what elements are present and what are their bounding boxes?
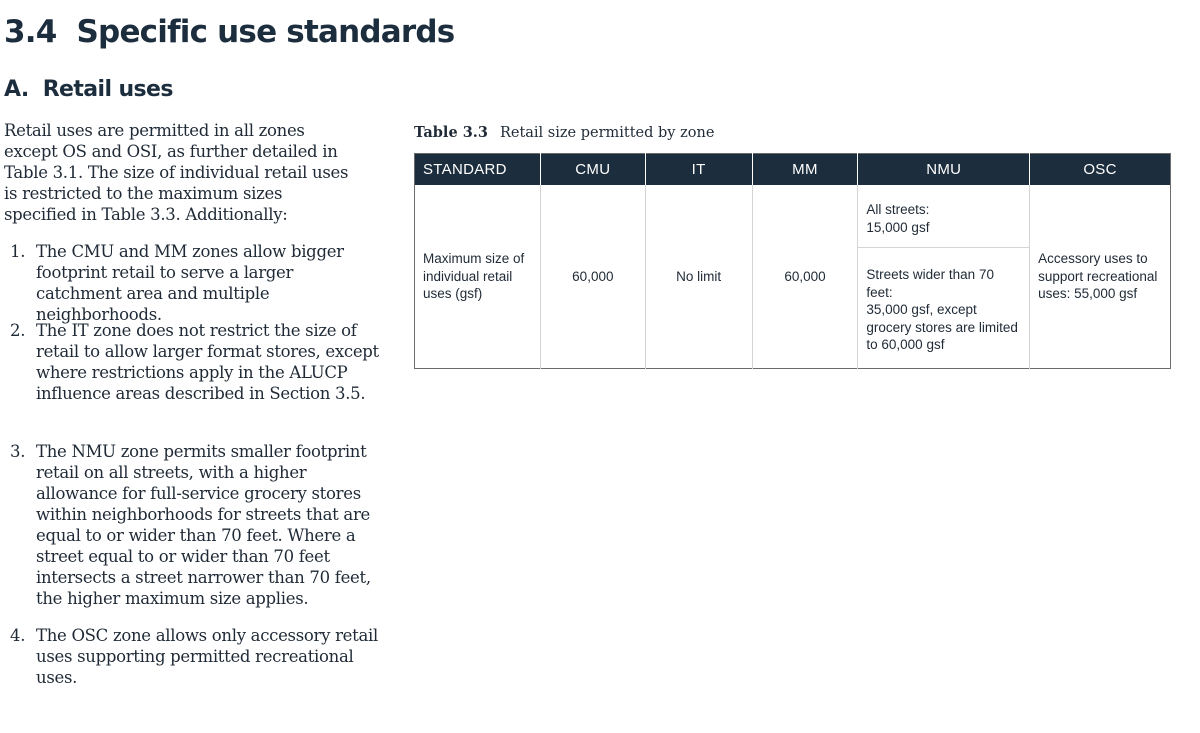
nmu-wide-label: Streets wider than 70 feet: xyxy=(866,267,994,300)
retail-size-table xyxy=(414,153,1171,369)
list-item-3 xyxy=(10,441,381,609)
cell-it: No limit xyxy=(645,185,752,369)
intro-paragraph: Retail uses are permitted in all zones except OS and OSI, as further detailed in Table 3.1. The size of individual retail uses is restricted to the maximum sizes specified in Table 3.3. Additionally: xyxy=(4,121,349,224)
subsection-letter: A. xyxy=(4,77,29,102)
cell-standard: Maximum size of individual retail uses (gsf) xyxy=(423,251,525,302)
section-title-text: Specific use standards xyxy=(76,14,455,50)
header-cmu: CMU xyxy=(540,154,645,186)
list-item-2 xyxy=(10,320,381,404)
list-number: 2. xyxy=(10,321,26,340)
list-item-4 xyxy=(10,625,381,688)
nmu-wide-value: 35,000 gsf, except grocery stores are limited to 60,000 gsf xyxy=(866,302,1018,352)
list-number: 1. xyxy=(10,242,26,261)
section-number: 3.4 xyxy=(4,14,57,50)
list-number: 3. xyxy=(10,442,26,461)
nmu-all-streets-value: 15,000 gsf xyxy=(866,219,930,235)
list-text: The CMU and MM zones allow bigger footprint retail to serve a larger catchment area and multiple neighborhoods. xyxy=(36,242,344,324)
table-caption-number: Table 3.3 xyxy=(414,124,488,141)
cell-mm: 60,000 xyxy=(752,185,858,369)
section-title xyxy=(4,14,454,50)
header-mm: MM xyxy=(752,154,858,186)
cell-nmu-wide-streets xyxy=(858,248,1030,369)
table-caption-title: Retail size permitted by zone xyxy=(499,125,715,141)
table-row xyxy=(415,185,1171,248)
header-standard: STANDARD xyxy=(415,154,541,186)
list-text: The IT zone does not restrict the size of retail to allow larger format stores, except where restrictions apply in the ALUCP influence areas described in Section 3.5. xyxy=(36,321,379,403)
header-osc: OSC xyxy=(1030,154,1171,186)
table-header-row xyxy=(415,154,1171,186)
list-text: The NMU zone permits smaller footprint retail on all streets, with a higher allowance for full-service grocery stores within neighborhoods for streets that are equal to or wider than 70 feet. Where a street equal to or wider than 70 feet intersects a street narrower than 70 feet, the higher maximum size applies. xyxy=(36,442,371,608)
list-text: The OSC zone allows only accessory retail uses supporting permitted recreational uses. xyxy=(36,626,378,687)
cell-osc: Accessory uses to support recreational uses: 55,000 gsf xyxy=(1030,185,1171,369)
nmu-all-streets-label: All streets: xyxy=(866,202,930,217)
header-nmu: NMU xyxy=(858,154,1030,186)
subsection-title-text: Retail uses xyxy=(42,77,173,102)
cell-nmu-all-streets xyxy=(858,185,1030,248)
table-caption xyxy=(414,124,714,141)
list-item-1 xyxy=(10,241,381,325)
list-number: 4. xyxy=(10,626,26,645)
subsection-title xyxy=(4,77,173,102)
cell-cmu: 60,000 xyxy=(540,185,645,369)
header-it: IT xyxy=(645,154,752,186)
